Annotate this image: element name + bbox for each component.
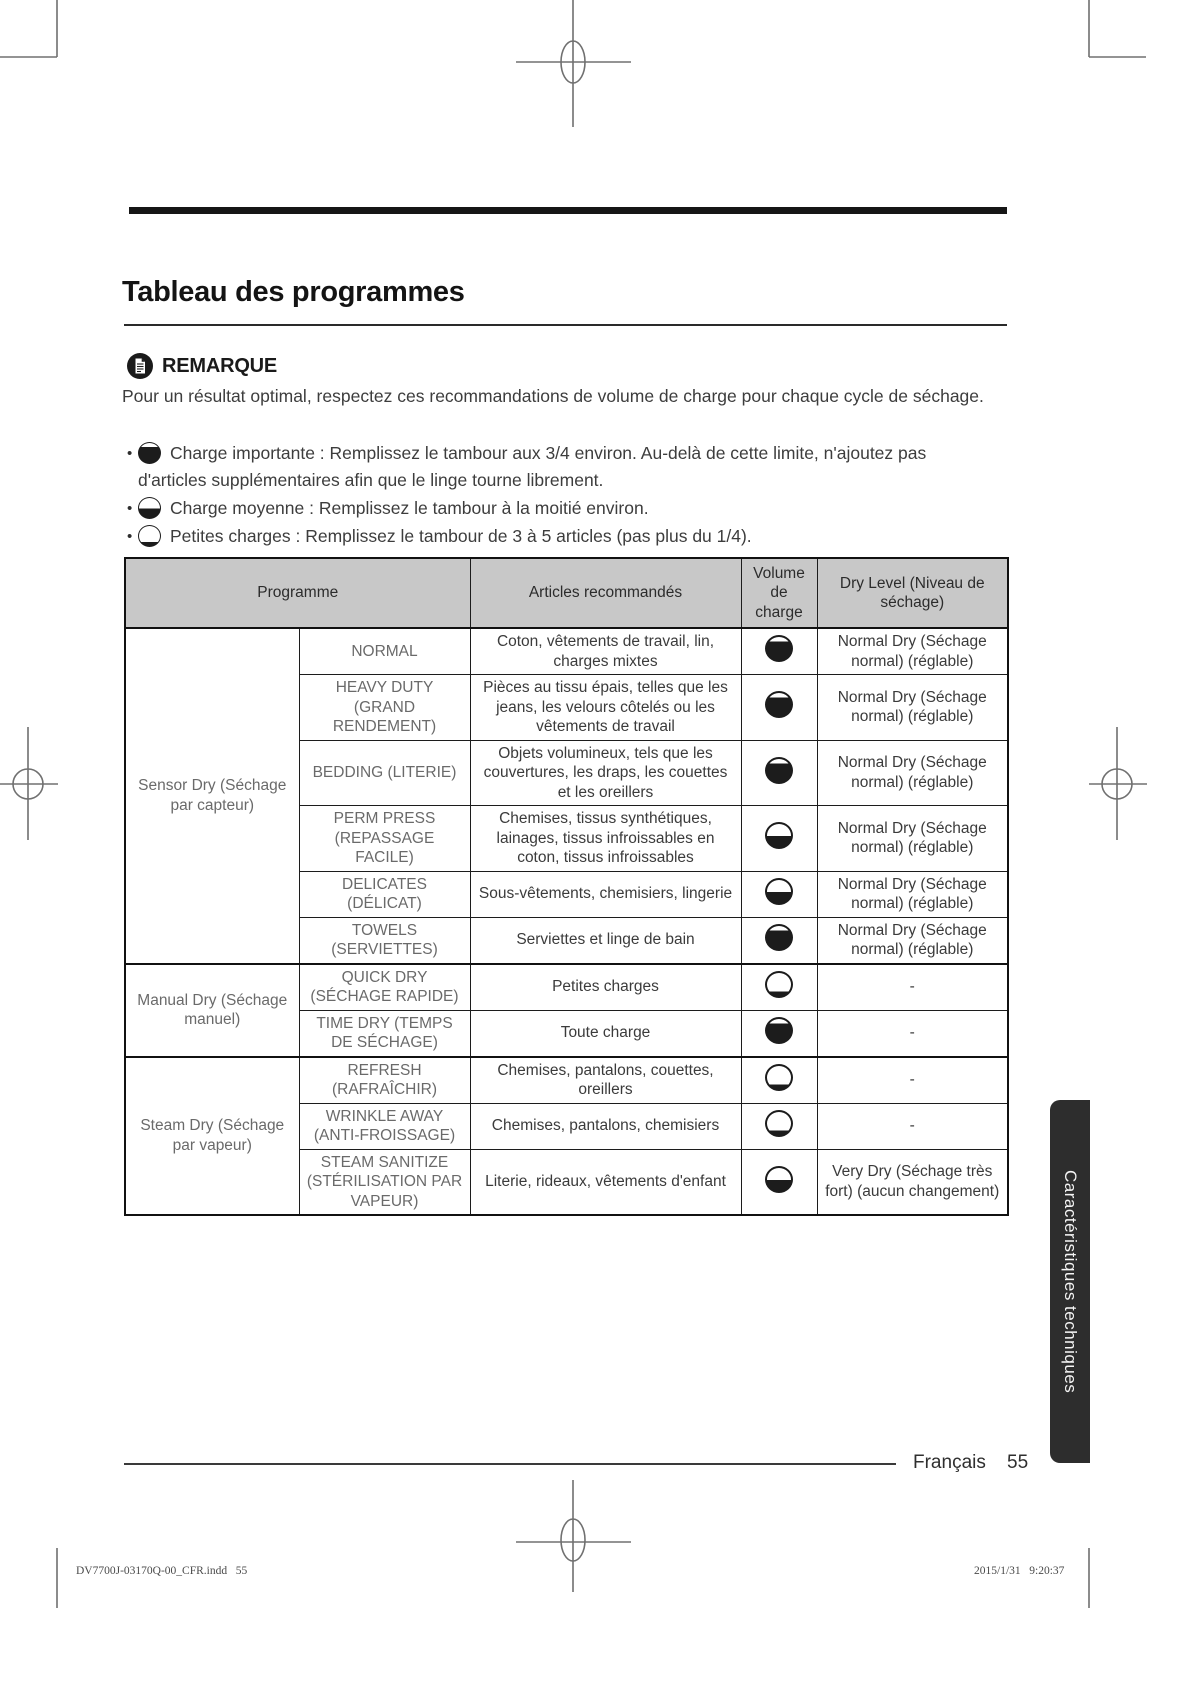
dry-level-value: - [817,1103,1008,1149]
note-heading [127,353,277,379]
bullet-dot: • [127,445,133,462]
side-tab-caracteristiques-techniques [1050,1100,1090,1463]
load-volume-cell [741,675,817,741]
program-name: TOWELS (SERVIETTES) [299,917,470,964]
load-medium-icon [765,878,793,905]
registration-mark-right [1089,727,1147,840]
print-file-name: DV7700J-03170Q-00_CFR.indd 55 [76,1565,248,1577]
program-group-label: Manual Dry (Séchage manuel) [125,964,299,1057]
header-articles: Articles recommandés [470,558,741,628]
load-volume-cell [741,740,817,806]
section-divider-bar [129,207,1007,214]
footer-page-number: 55 [1007,1452,1029,1473]
load-volume-cell [741,871,817,917]
load-large-icon [765,635,793,662]
header-volume: Volume de charge [741,558,817,628]
dry-level-value: Normal Dry (Séchage normal) (réglable) [817,675,1008,741]
recommended-articles: Literie, rideaux, vêtements d'enfant [470,1149,741,1215]
table-header-row [125,558,1008,628]
load-large-icon [765,691,793,718]
load-medium-icon [138,497,161,519]
recommended-articles: Serviettes et linge de bain [470,917,741,964]
load-volume-cell [741,1010,817,1057]
program-name: BEDDING (LITERIE) [299,740,470,806]
dry-level-value: Normal Dry (Séchage normal) (réglable) [817,740,1008,806]
table-row [125,964,1008,1011]
note-document-icon [127,353,153,379]
dry-level-value: Very Dry (Séchage très fort) (aucun changement) [817,1149,1008,1215]
dry-level-value: Normal Dry (Séchage normal) (réglable) [817,871,1008,917]
load-large-icon [765,757,793,784]
dry-level-value: Normal Dry (Séchage normal) (réglable) [817,917,1008,964]
note-intro-text: Pour un résultat optimal, respectez ces recommandations de volume de charge pour chaque cycle de séchage. [122,386,984,406]
recommended-articles: Toute charge [470,1010,741,1057]
program-name: WRINKLE AWAY (ANTI-FROISSAGE) [299,1103,470,1149]
footer-rule [124,1463,896,1465]
load-large-icon [138,442,161,464]
program-name: HEAVY DUTY (GRAND RENDEMENT) [299,675,470,741]
load-volume-cell [741,1057,817,1104]
program-name: STEAM SANITIZE (STÉRILISATION PAR VAPEUR) [299,1149,470,1215]
dry-level-value: - [817,1057,1008,1104]
recommended-articles: Pièces au tissu épais, telles que les jeans, les velours côtelés ou les vêtements de travail [470,675,741,741]
load-volume-cell [741,1149,817,1215]
print-timestamp: 2015/1/31 9:20:37 [974,1565,1065,1577]
crop-mark-top-right [1089,0,1146,57]
program-name: REFRESH (RAFRAÎCHIR) [299,1057,470,1104]
note-bullets [122,440,1007,551]
bullet-dot: • [127,528,133,545]
dry-level-value: - [817,964,1008,1011]
side-tab-label: Caractéristiques techniques [1061,1169,1080,1394]
load-volume-cell [741,806,817,872]
bullet-dot: • [127,500,133,517]
program-name: PERM PRESS (REPASSAGE FACILE) [299,806,470,872]
recommended-articles: Chemises, pantalons, chemisiers [470,1103,741,1149]
title-underline [124,324,1007,326]
load-medium-icon [765,1166,793,1193]
programs-table [124,557,1009,1216]
note-bullet: • Charge moyenne : Remplissez le tambour à la moitié environ. [122,495,1007,522]
program-group-label: Steam Dry (Séchage par vapeur) [125,1057,299,1216]
registration-mark-left [0,727,58,840]
load-small-icon [765,1064,793,1091]
program-name: TIME DRY (TEMPS DE SÉCHAGE) [299,1010,470,1057]
note-bullet: • Petites charges : Remplissez le tambour de 3 à 5 articles (pas plus du 1/4). [122,523,1007,550]
load-small-icon [138,525,161,547]
load-volume-cell [741,1103,817,1149]
note-label: REMARQUE [162,354,278,377]
load-large-icon [765,924,793,951]
table-row [125,628,1008,675]
programs-table-body [125,628,1008,1215]
crop-mark-top-left [0,0,57,57]
footer-language: Français [913,1452,986,1473]
recommended-articles: Objets volumineux, tels que les couvertures, les draps, les couettes et les oreillers [470,740,741,806]
page-title: Tableau des programmes [122,276,465,308]
table-row [125,1057,1008,1104]
load-volume-cell [741,917,817,964]
recommended-articles: Chemises, pantalons, couettes, oreillers [470,1057,741,1104]
dry-level-value: - [817,1010,1008,1057]
program-name: DELICATES (DÉLICAT) [299,871,470,917]
load-medium-icon [765,822,793,849]
note-bullet: • Charge importante : Remplissez le tambour aux 3/4 environ. Au-delà de cette limite, n'ajoutez pas d'articles supplémentaires afin que le linge tourne librement. [122,440,1007,494]
load-volume-cell [741,628,817,675]
program-name: NORMAL [299,628,470,675]
header-dry-level: Dry Level (Niveau de séchage) [817,558,1008,628]
recommended-articles: Coton, vêtements de travail, lin, charges mixtes [470,628,741,675]
program-name: QUICK DRY (SÉCHAGE RAPIDE) [299,964,470,1011]
load-large-icon [765,1017,793,1044]
registration-mark-top [516,0,631,127]
recommended-articles: Petites charges [470,964,741,1011]
registration-mark-bottom [516,1480,631,1592]
recommended-articles: Chemises, tissus synthétiques, lainages, tissus infroissables en coton, tissus infroissables [470,806,741,872]
header-programme: Programme [125,558,470,628]
program-group-label: Sensor Dry (Séchage par capteur) [125,628,299,964]
load-small-icon [765,1110,793,1137]
load-volume-cell [741,964,817,1011]
dry-level-value: Normal Dry (Séchage normal) (réglable) [817,806,1008,872]
load-small-icon [765,971,793,998]
dry-level-value: Normal Dry (Séchage normal) (réglable) [817,628,1008,675]
recommended-articles: Sous-vêtements, chemisiers, lingerie [470,871,741,917]
